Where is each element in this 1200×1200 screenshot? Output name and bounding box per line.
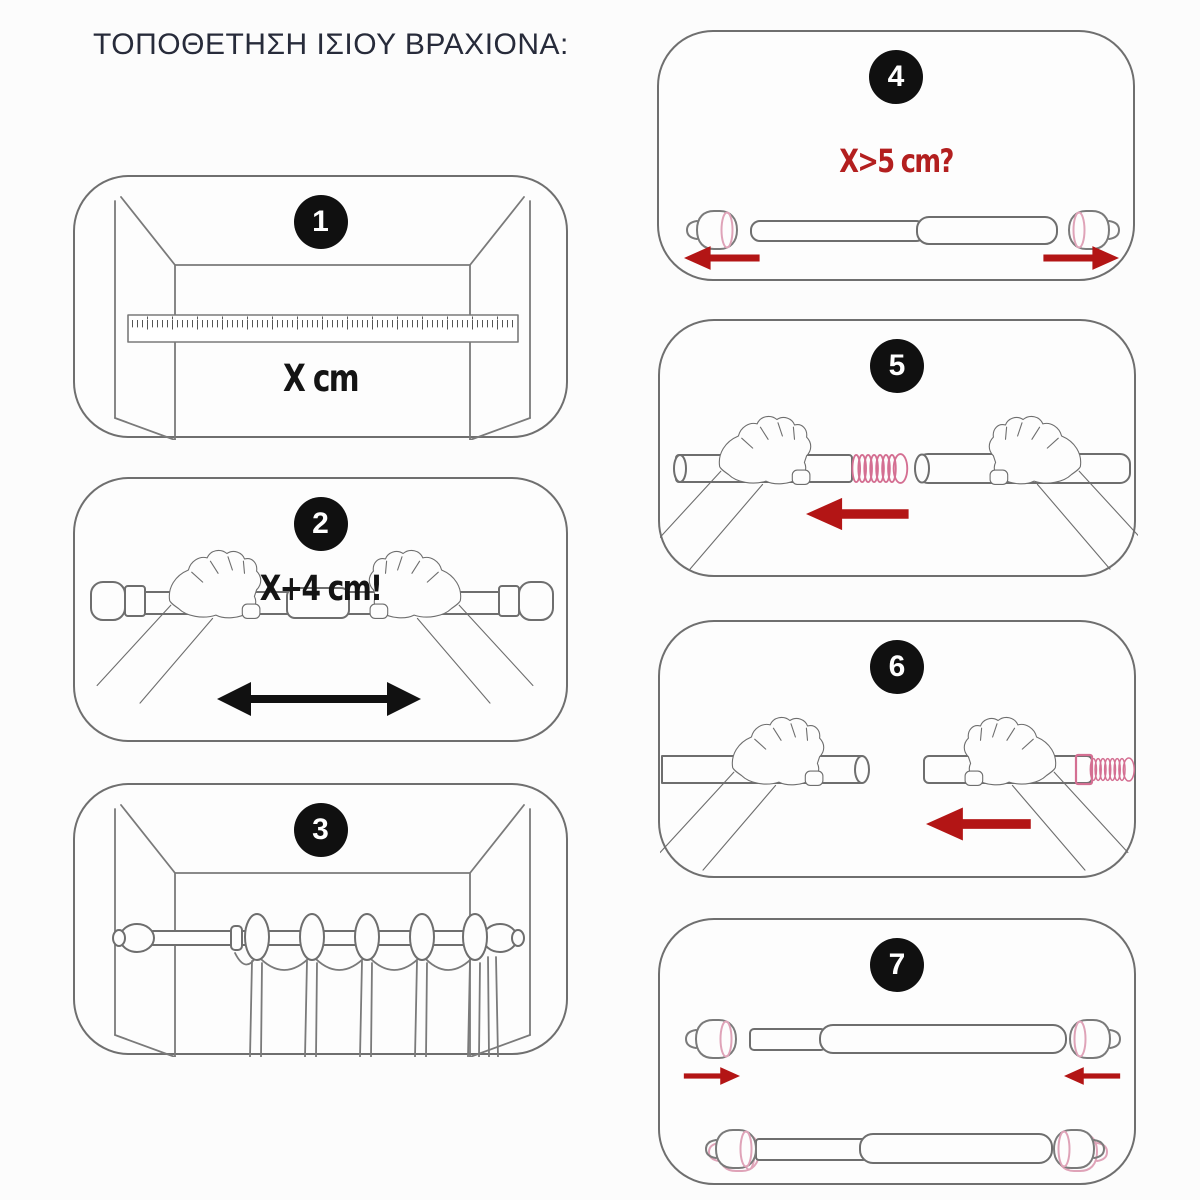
panel-step-4 [657, 30, 1135, 281]
condition-label: X>5 cm? [839, 142, 953, 180]
panel-step-2 [73, 477, 568, 742]
red-arrow-left-icon [926, 808, 1031, 841]
red-arrow-left-icon [806, 498, 909, 530]
red-arrow-right-icon [1043, 246, 1119, 270]
left-end-cap [687, 211, 737, 249]
assembled-rod [706, 1130, 1107, 1171]
step-number-badge: 7 [870, 938, 924, 992]
left-hand [660, 416, 811, 569]
measuring-ruler [128, 315, 518, 342]
black-double-arrow [217, 682, 421, 716]
panel-step-1 [73, 175, 568, 438]
left-end-cap [686, 1020, 736, 1058]
red-arrow-right-icon [684, 1067, 740, 1085]
panel-step-5 [658, 319, 1136, 577]
right-end-cap [1070, 1020, 1120, 1058]
length-label: X+4 cm! [259, 569, 382, 609]
red-arrow-left-icon [1064, 1067, 1120, 1085]
panel-step-7 [658, 918, 1136, 1185]
spring-icon [1090, 758, 1134, 781]
step-number-badge: 4 [869, 50, 923, 104]
right-hand [964, 717, 1128, 870]
step-number-badge: 6 [870, 640, 924, 694]
step-number-badge: 3 [294, 803, 348, 857]
spring-icon [852, 454, 907, 483]
step-number-badge: 2 [294, 497, 348, 551]
telescopic-rod [750, 1025, 1066, 1053]
step-number-badge: 1 [294, 195, 348, 249]
page-title: ΤΟΠΟΘΕΤΗΣΗ ΙΣΙΟΥ ΒΡΑΧΙΟΝΑ: [93, 28, 569, 61]
left-hand [660, 717, 824, 870]
curtain-folds [235, 953, 498, 1057]
measure-label: X cm [282, 357, 359, 400]
telescopic-rod [751, 217, 1057, 244]
panel-step-6 [658, 620, 1136, 878]
panel-step-3 [73, 783, 568, 1055]
step-number-badge: 5 [870, 339, 924, 393]
right-end-cap [1069, 211, 1119, 249]
right-hand [989, 416, 1138, 569]
